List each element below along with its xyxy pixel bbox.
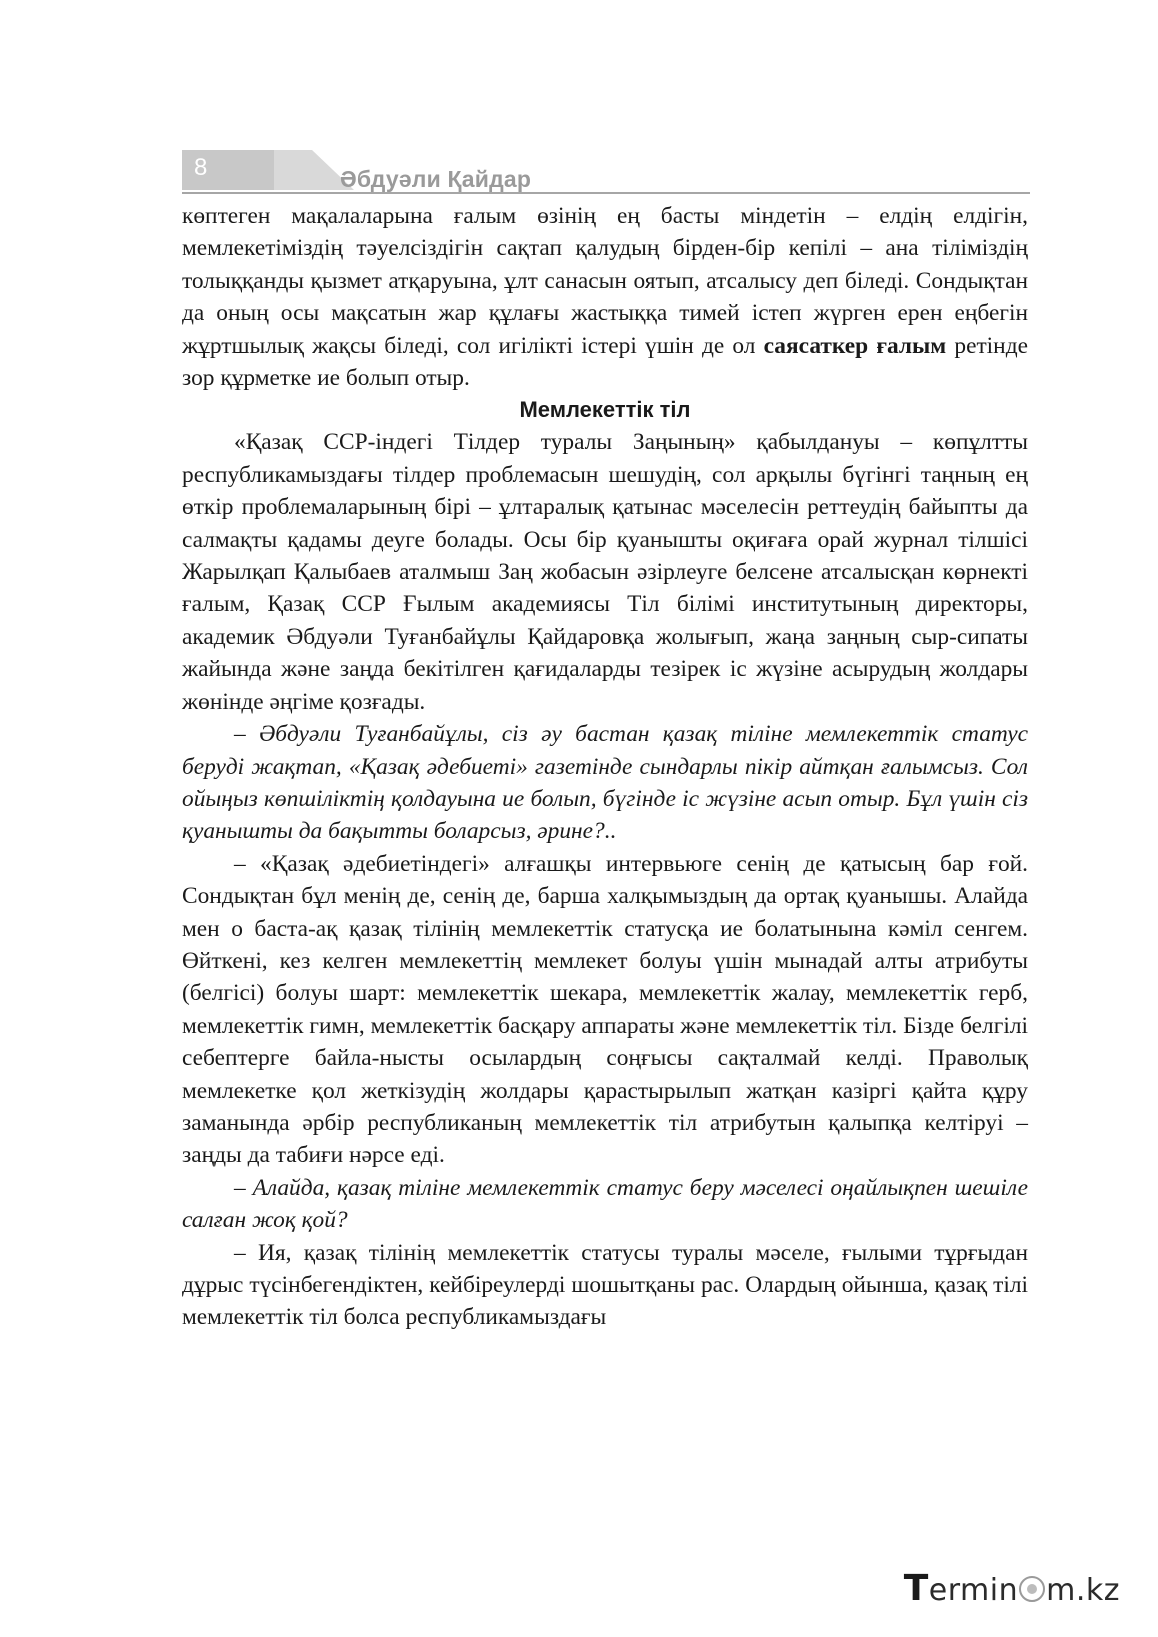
termincom-watermark — [904, 1568, 1120, 1609]
question-2: – Алайда, қазақ тіліне мемлекеттік статус беру мәселесі оңайлықпен шешіле салған жоқ қой? — [182, 1174, 1028, 1234]
bold-term: саясаткер ғалым — [763, 332, 947, 359]
page-number-tab — [182, 150, 272, 190]
page-number: 8 — [194, 154, 208, 181]
answer-2: – Ия, қазақ тілінің мемлекеттік статусы туралы мәселе, ғылыми тұрғыдан дұрыс түсінбегендіктен, кейбіреулерді шошытқаны рас. Олардың ойынша, қазақ тілі мемлекеттік тіл болса республикамыздағы — [182, 1239, 1028, 1331]
header-rule — [182, 192, 1030, 194]
page-header — [182, 150, 1030, 196]
watermark-part1: ermin — [928, 1573, 1019, 1608]
paragraph-intro-end: ретінде зор құрметке ие болып отыр. — [182, 332, 1028, 392]
paragraph-intro-text: көптеген мақалаларына ғалым өзінің ең басты міндетін – елдің елдігін, мемлекетіміздің тәуелсіздігін сақтап қалудың бірден-бір кепілі – ана тіліміздің толыққанды қызмет атқаруына, ұлт санасын оятып, атсалысу деп біледі. Сондықтан да оның осы мақсатын жар құлағы жастыққа тимей істеп жүрген ерен еңбегін жұртшылық жақсы біледі, сол игілікті істері үшін де ол — [182, 203, 1028, 359]
page-tab-shape — [182, 150, 360, 190]
running-head-author: Әбдуәли Қайдар — [340, 166, 532, 192]
watermark-o-icon — [1019, 1576, 1045, 1602]
watermark-part2: m.kz — [1046, 1573, 1120, 1608]
section-title: Мемлекеттік тіл — [519, 397, 691, 423]
body-text — [182, 200, 1028, 1334]
paragraph-intro — [182, 200, 1028, 394]
answer-1: – «Қазақ әдебиетіндегі» алғашқы интервьюге сенің де қатысың бар ғой. Сондықтан бұл менің де, сенің де, барша халқымыздың да ортақ қуанышы. Алайда мен о баста-ақ қазақ тілінің мемлекеттік статусқа ие болатынына кәміл сенгем. Өйткені, кез келген мемлекеттің мемлекет болуы үшін мынадай алты атрибуты (белгісі) болуы шарт: мемлекеттік шекара, мемлекеттік жалау, мемлекеттік герб, мемлекеттік гимн, мемлекеттік басқару аппараты және мемлекеттік тіл. Бізде белгілі себептерге байла-нысты осылардың соңғысы сақталмай келді. Праволық мемлекетке қол жеткізудің жолдары қарастырылып жатқан казіргі қайта құру заманында әрбір республиканың мемлекеттік тіл атрибутын қалыпқа келтіруі – заңды да табиғи нәрсе еді. — [182, 850, 1028, 1169]
paragraph-law: «Қазақ ССР-індегі Тілдер туралы Заңының» қабылдануы – көпұлтты республикамыздағы тілдер проблемасын шешудің, сол арқылы бүгінгі таңның ең өткір проблемаларының бірі – ұлтаралық қатынас мәселесін реттеудің байыпты да салмақты қадамы деуге болады. Осы бір қуанышты оқиғаға орай журнал тілшісі Жарылқап Қалыбаев аталмыш Заң жобасын әзірлеуге белсене атсалысқан көрнекті ғалым, Қазақ ССР Ғылым академиясы Тіл білімі институтының директоры, академик Әбдуәли Туғанбайұлы Қайдаровқа жолығып, жаңа заңның сыр-сипаты жайында және заңда бекітілген қағидаларды тезірек іс жүзіне асырудың жолдары жөнінде әңгіме қозғады. — [182, 429, 1028, 715]
question-1: – Әбдуәли Туғанбайұлы, сіз әу бастан қазақ тіліне мемлекеттік статус беруді жақтап, «Қазақ әдебиеті» газетінде сындарлы пікір айтқан ғалымсыз. Сол ойыңыз көпшіліктің қолдауына ие болып, бүгінде іс жүзіне асып отыр. Бұл үшін сіз қуанышты да бақытты боларсыз, әрине?.. — [182, 721, 1028, 845]
watermark-t: T — [903, 1568, 929, 1609]
